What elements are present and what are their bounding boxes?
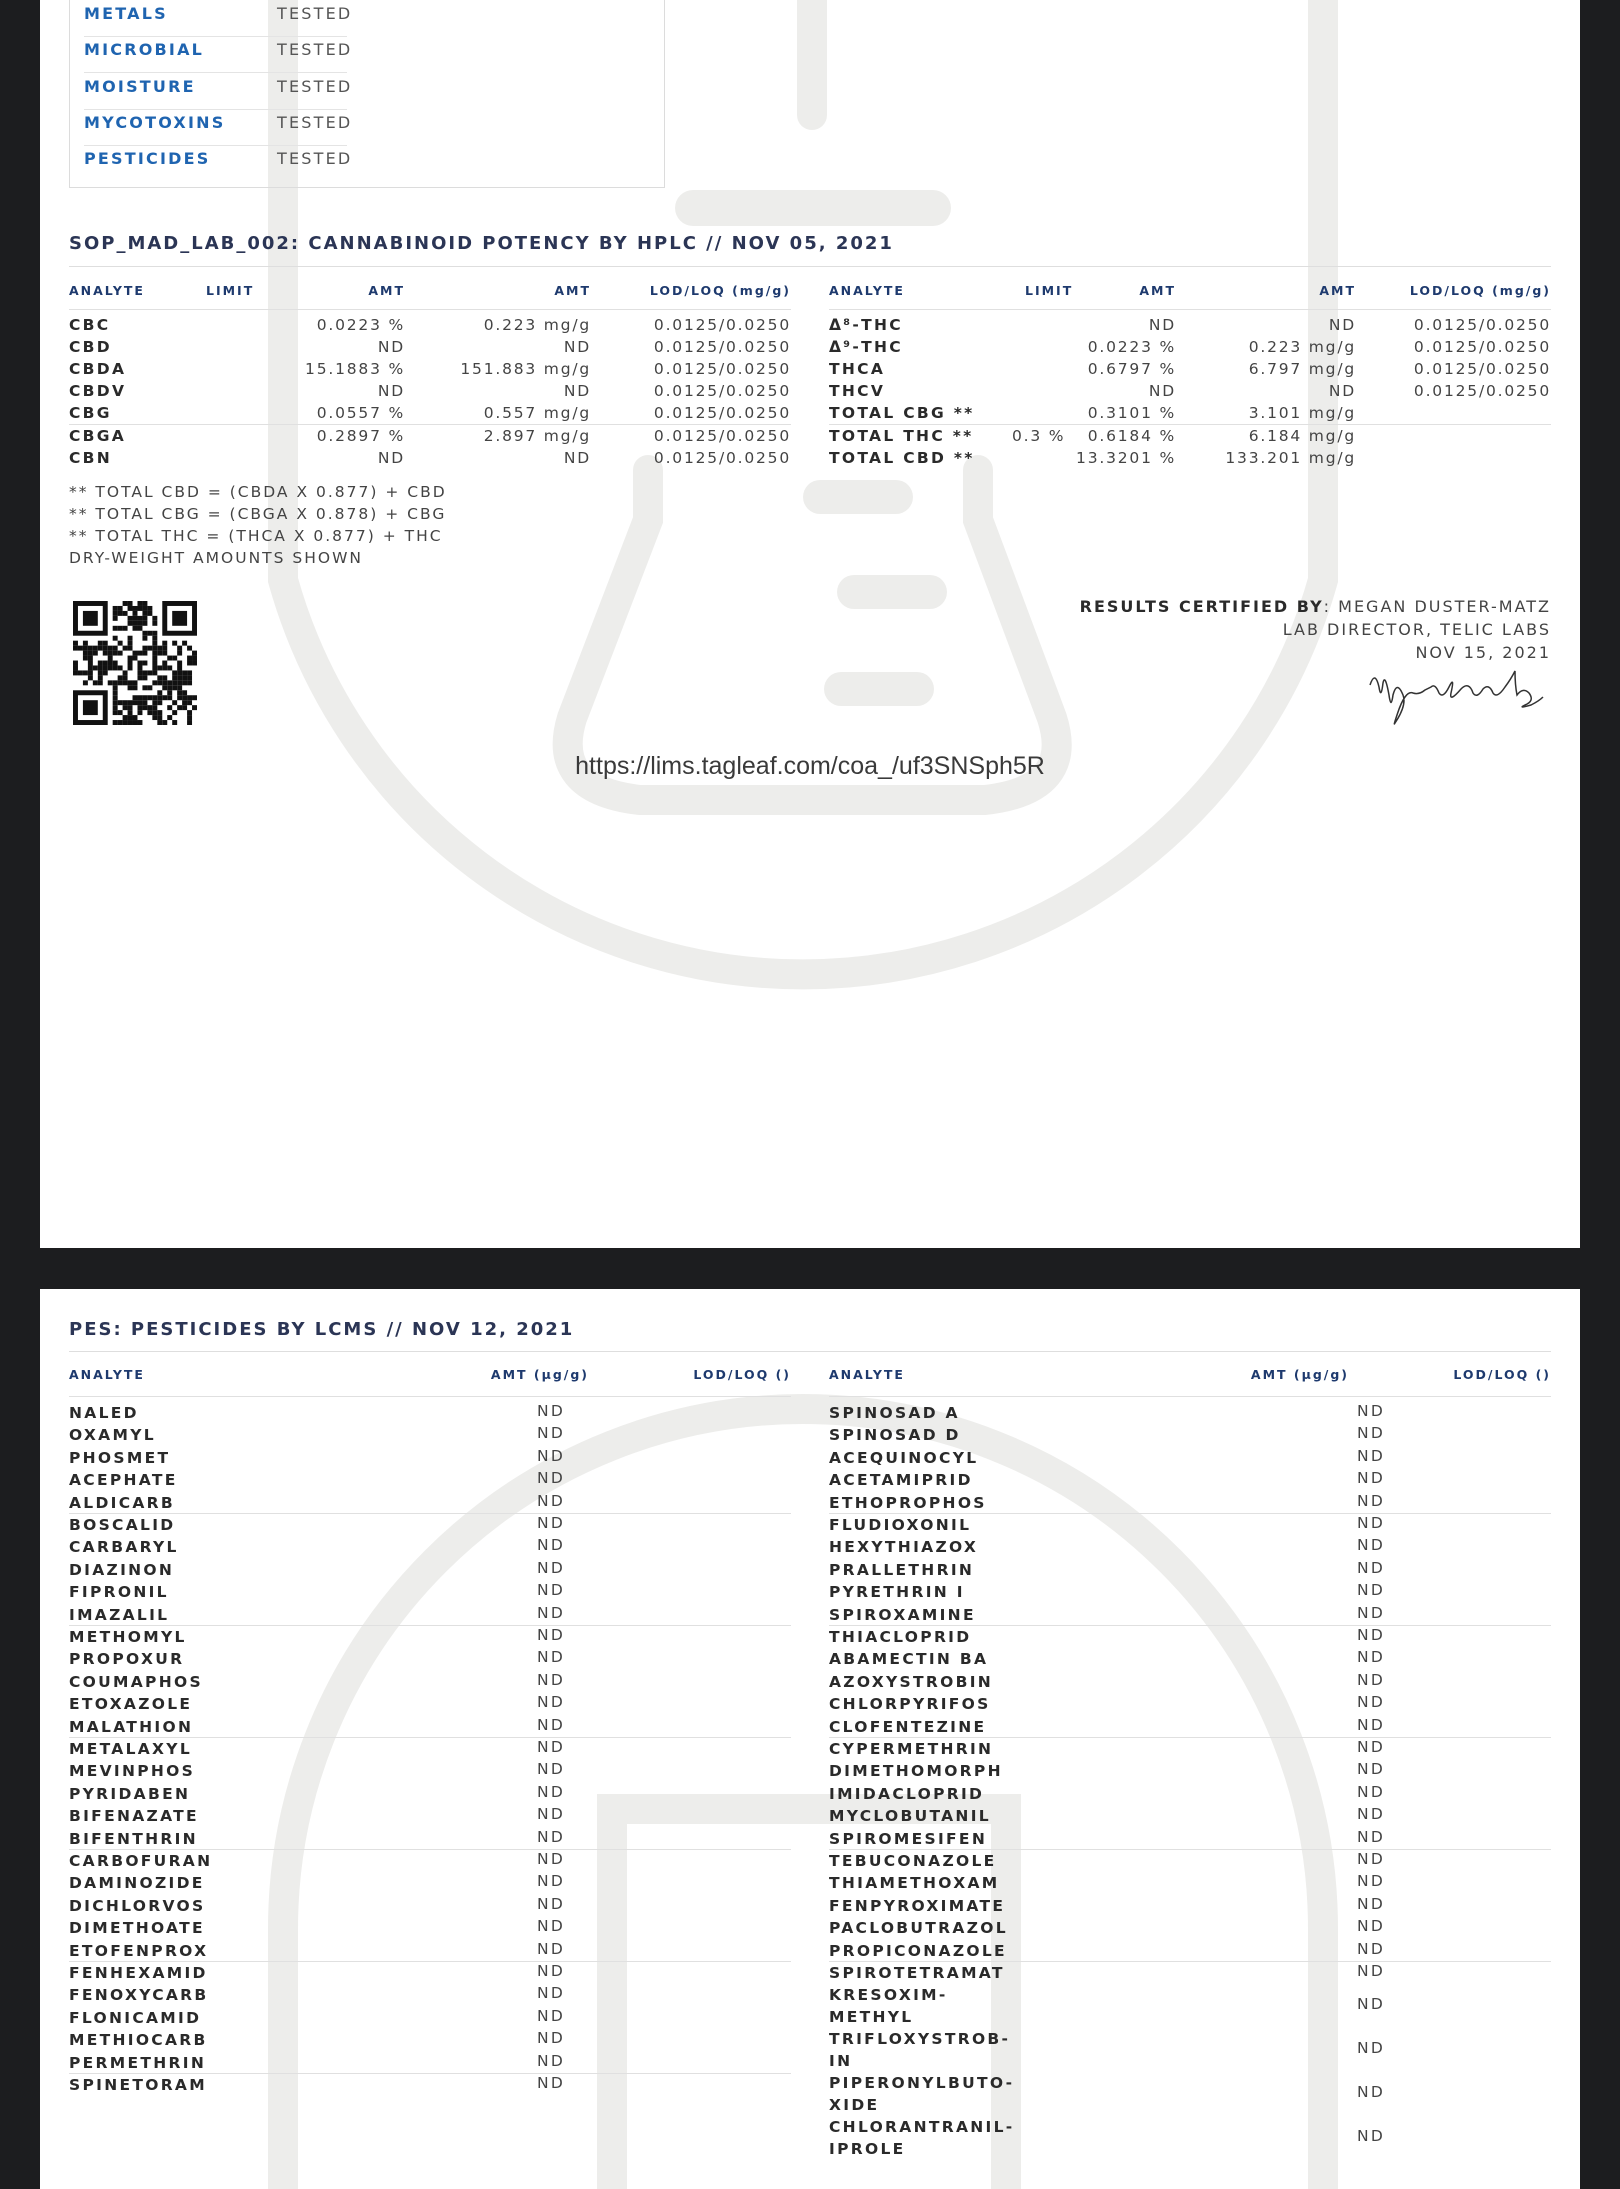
pes-amt: ND: [1357, 1446, 1386, 1465]
pes-analyte: ACEPHATE: [69, 1471, 178, 1490]
pes-amt: ND: [537, 1536, 566, 1555]
certifier-name: : MEGAN DUSTER-MATZ: [1323, 597, 1551, 616]
potency-cell-mg: 0.223 mg/g: [1248, 338, 1356, 356]
pes-amt: ND: [537, 1805, 566, 1824]
pes-analyte: HEXYTHIAZOX: [829, 1538, 979, 1557]
pes-analyte: SPINETORAM: [69, 2076, 207, 2094]
pes-header-analyte: ANALYTE: [829, 1367, 905, 1382]
pes-analyte: ETHOPROPHOS: [829, 1493, 987, 1512]
pes-amt: ND: [1357, 1603, 1386, 1622]
header-rule: [829, 1396, 1551, 1397]
pes-amt: ND: [1357, 1469, 1386, 1488]
pes-amt: ND: [1357, 1558, 1386, 1577]
pes-analyte: BIFENAZATE: [69, 1807, 199, 1826]
potency-cell-mg: ND: [563, 449, 591, 467]
potency-cell-mg: ND: [563, 338, 591, 356]
pes-amt: ND: [537, 1603, 566, 1622]
pes-analyte: ACETAMIPRID: [829, 1471, 973, 1490]
flask-watermark-icon: [40, 1289, 1580, 2189]
potency-header-pct: AMT: [368, 283, 405, 298]
potency-cell-lod: 0.0125/0.0250: [653, 404, 791, 422]
pes-analyte: BIFENTHRIN: [69, 1829, 198, 1848]
pes-amt: ND: [1357, 1760, 1386, 1779]
pes-amt: ND: [537, 1581, 566, 1600]
pes-analyte: PYRIDABEN: [69, 1784, 191, 1803]
pes-amt: ND: [1357, 1536, 1386, 1555]
pes-header-analyte: ANALYTE: [69, 1367, 145, 1382]
pes-amt: ND: [537, 1760, 566, 1779]
pes-analyte: SPIROXAMINE: [829, 1605, 976, 1624]
potency-note: ** TOTAL CBG = (CBGA X 0.878) + CBG: [69, 505, 447, 523]
tested-status: TESTED: [277, 76, 353, 96]
potency-cell-lod: 0.0125/0.0250: [653, 382, 791, 400]
pes-analyte: IMAZALIL: [69, 1605, 170, 1624]
pes-analyte: AZOXYSTROBIN: [829, 1672, 994, 1691]
report-page-1: [40, 0, 1580, 1248]
pes-analyte: SPINOSAD D: [829, 1426, 961, 1445]
potency-cell-analyte: CBD: [69, 338, 112, 356]
pes-amt: ND: [537, 1939, 566, 1958]
pes-analyte: MYCLOBUTANIL: [829, 1807, 991, 1826]
pes-analyte: TEBUCONAZOLE: [829, 1852, 997, 1870]
tested-name: METALS: [84, 4, 168, 23]
potency-cell-pct: 0.0223 %: [316, 316, 405, 334]
tested-status: TESTED: [277, 40, 353, 60]
potency-cell-mg: 0.223 mg/g: [483, 316, 591, 334]
pes-analyte: KRESOXIM- METHYL: [829, 1986, 948, 2027]
potency-header-limit: LIMIT: [206, 283, 255, 298]
potency-header-limit: LIMIT: [1025, 283, 1074, 298]
potency-cell-pct: 0.6797 %: [1087, 360, 1176, 378]
pes-amt: ND: [537, 1984, 566, 2003]
pes-amt: ND: [1357, 1805, 1386, 1824]
potency-cell-pct: ND: [377, 449, 405, 467]
pes-analyte: TRIFLOXYSTROB- IN: [829, 2030, 1011, 2071]
pes-analyte: CHLORPYRIFOS: [829, 1695, 991, 1714]
pes-analyte: COUMAPHOS: [69, 1672, 203, 1691]
pes-amt: ND: [537, 1917, 566, 1936]
pes-amt: ND: [1357, 1962, 1386, 1980]
pesticides-section-title: PES: PESTICIDES BY LCMS // NOV 12, 2021: [69, 1319, 575, 1340]
section-divider: [69, 266, 1551, 267]
tested-status: TESTED: [277, 4, 353, 23]
tested-name: MYCOTOXINS: [84, 112, 226, 132]
potency-cell-analyte: THCV: [829, 382, 886, 400]
potency-cell-analyte: TOTAL THC **: [829, 427, 974, 445]
potency-header-pct: AMT: [1139, 283, 1176, 298]
pes-analyte: IMIDACLOPRID: [829, 1784, 985, 1803]
pes-amt: ND: [537, 1782, 566, 1801]
pes-amt: ND: [537, 1424, 566, 1443]
report-url-link[interactable]: https://lims.tagleaf.com/coa_/uf3SNSph5R: [575, 752, 1045, 780]
pes-analyte: CLOFENTEZINE: [829, 1717, 987, 1736]
pes-amt: ND: [1357, 1514, 1386, 1532]
pes-amt: ND: [1357, 1827, 1386, 1846]
potency-cell-lod: 0.0125/0.0250: [653, 449, 791, 467]
tested-row: [84, 73, 353, 110]
potency-cell-pct: ND: [1148, 316, 1176, 334]
report-page-2: [40, 1289, 1580, 2189]
potency-cell-analyte: TOTAL CBG **: [829, 404, 975, 422]
pes-analyte: SPIROTETRAMAT: [829, 1964, 1005, 1982]
potency-cell-analyte: CBGA: [69, 427, 127, 445]
pes-amt: ND: [1357, 1491, 1386, 1510]
pes-analyte: DIAZINON: [69, 1560, 175, 1579]
pes-amt: ND: [537, 1514, 566, 1532]
pes-analyte: OXAMYL: [69, 1426, 156, 1445]
pes-analyte: THIACLOPRID: [829, 1628, 972, 1646]
tested-panel: [69, 0, 665, 188]
pes-amt: ND: [537, 1850, 566, 1868]
pes-amt: ND: [537, 1648, 566, 1667]
pes-amt: ND: [1357, 1693, 1386, 1712]
potency-section-title: SOP_MAD_LAB_002: CANNABINOID POTENCY BY HPLC // NOV 05, 2021: [69, 233, 894, 254]
certified-by: [1080, 597, 1551, 616]
pes-header-lodloq: LOD/LOQ (): [693, 1367, 791, 1382]
certified-by-label: RESULTS CERTIFIED BY: [1079, 597, 1324, 616]
potency-cell-mg: ND: [563, 382, 591, 400]
pes-amt: ND: [1357, 1402, 1386, 1420]
tested-name: PESTICIDES: [84, 149, 211, 169]
pes-analyte: CHLORANTRANIL- IPROLE: [829, 2118, 1015, 2159]
potency-header-lod: LOD/LOQ (mg/g): [649, 283, 791, 298]
group-rule: [829, 424, 1551, 425]
pes-analyte: FIPRONIL: [69, 1583, 169, 1602]
pes-amt: ND: [1357, 1738, 1386, 1756]
pes-analyte: FLUDIOXONIL: [829, 1516, 972, 1534]
tested-row: [84, 145, 353, 181]
tested-row: [84, 0, 353, 37]
pes-amt: ND: [1357, 1995, 1386, 2014]
header-rule: [69, 309, 791, 310]
pes-amt: ND: [537, 1693, 566, 1712]
potency-cell-lod: 0.0125/0.0250: [653, 338, 791, 356]
tested-row: [84, 36, 353, 73]
pes-amt: ND: [537, 1670, 566, 1689]
potency-cell-lod: 0.0125/0.0250: [1413, 382, 1551, 400]
pes-amt: ND: [537, 1738, 566, 1756]
potency-cell-analyte: CBN: [69, 449, 113, 467]
pes-amt: ND: [1357, 1626, 1386, 1644]
potency-cell-pct: 0.6184 %: [1087, 427, 1176, 445]
potency-cell-mg: 2.897 mg/g: [483, 427, 591, 445]
group-rule: [69, 1513, 791, 1514]
pes-header-lodloq: LOD/LOQ (): [1453, 1367, 1551, 1382]
pes-amt: ND: [1357, 1917, 1386, 1936]
potency-cell-pct: 13.3201 %: [1076, 449, 1176, 467]
pes-amt: ND: [1357, 1850, 1386, 1868]
pes-analyte: PACLOBUTRAZOL: [829, 1919, 1008, 1938]
pes-amt: ND: [1357, 2039, 1386, 2058]
potency-cell-mg: 3.101 mg/g: [1248, 404, 1356, 422]
potency-header-mg: AMT: [1319, 283, 1356, 298]
potency-cell-lod: 0.0125/0.0250: [1413, 338, 1551, 356]
potency-cell-pct: 15.1883 %: [305, 360, 405, 378]
pes-analyte: ETOXAZOLE: [69, 1695, 193, 1714]
pes-amt: ND: [537, 1491, 566, 1510]
pes-analyte: ETOFENPROX: [69, 1941, 209, 1960]
potency-cell-analyte: THCA: [829, 360, 886, 378]
potency-header-analyte: ANALYTE: [69, 283, 145, 298]
pes-amt: ND: [537, 1626, 566, 1644]
pes-amt: ND: [537, 2029, 566, 2048]
pes-amt: ND: [537, 1446, 566, 1465]
pes-amt: ND: [537, 1715, 566, 1734]
potency-cell-mg: 6.184 mg/g: [1248, 427, 1356, 445]
pes-amt: ND: [537, 1894, 566, 1913]
pes-analyte: PROPOXUR: [69, 1650, 185, 1669]
pes-analyte: DAMINOZIDE: [69, 1874, 205, 1893]
pes-analyte: DIMETHOMORPH: [829, 1762, 1003, 1781]
pes-analyte: MALATHION: [69, 1717, 194, 1736]
header-rule: [69, 1396, 791, 1397]
pes-analyte: CYPERMETHRIN: [829, 1740, 994, 1758]
potency-cell-pct: ND: [377, 338, 405, 356]
potency-cell-mg: ND: [1328, 316, 1356, 334]
potency-note: ** TOTAL CBD = (CBDA X 0.877) + CBD: [69, 483, 447, 501]
potency-cell-analyte: TOTAL CBD **: [829, 449, 975, 467]
potency-cell-analyte: CBG: [69, 404, 112, 422]
pes-analyte: PRALLETHRIN: [829, 1560, 975, 1579]
pes-amt: ND: [537, 1872, 566, 1891]
pes-amt: ND: [537, 1558, 566, 1577]
pes-analyte: BOSCALID: [69, 1516, 176, 1534]
pes-amt: ND: [537, 1402, 566, 1420]
potency-header-lod: LOD/LOQ (mg/g): [1409, 283, 1551, 298]
pes-amt: ND: [537, 2051, 566, 2070]
potency-cell-mg: 151.883 mg/g: [460, 360, 591, 378]
certifier-role: LAB DIRECTOR, TELIC LABS: [1282, 620, 1551, 639]
section-divider: [69, 1351, 1551, 1352]
tested-status: TESTED: [277, 149, 353, 169]
pes-analyte: MEVINPHOS: [69, 1762, 196, 1781]
pes-analyte: PHOSMET: [69, 1448, 171, 1467]
potency-header-mg: AMT: [554, 283, 591, 298]
pes-analyte: NALED: [69, 1404, 139, 1422]
pes-amt: ND: [1357, 1424, 1386, 1443]
group-rule: [69, 424, 791, 425]
signature-icon: [1365, 665, 1545, 730]
pes-amt: ND: [537, 2006, 566, 2025]
potency-cell-mg: 0.557 mg/g: [483, 404, 591, 422]
pes-amt: ND: [1357, 1648, 1386, 1667]
pes-amt: ND: [537, 1962, 566, 1980]
potency-cell-analyte: CBDV: [69, 382, 127, 400]
pes-analyte: PERMETHRIN: [69, 2053, 207, 2072]
header-rule: [829, 309, 1551, 310]
potency-cell-pct: 0.0557 %: [316, 404, 405, 422]
potency-cell-pct: 0.0223 %: [1087, 338, 1176, 356]
qr-code-icon[interactable]: [73, 601, 197, 725]
pes-analyte: DICHLORVOS: [69, 1896, 206, 1915]
pes-amt: ND: [1357, 1872, 1386, 1891]
potency-cell-analyte: CBDA: [69, 360, 127, 378]
potency-cell-pct: 0.2897 %: [316, 427, 405, 445]
potency-cell-lod: 0.0125/0.0250: [653, 360, 791, 378]
potency-cell-mg: ND: [1328, 382, 1356, 400]
pes-analyte: PIPERONYLBUTO- XIDE: [829, 2074, 1015, 2115]
potency-cell-pct: 0.3101 %: [1087, 404, 1176, 422]
potency-cell-lod: 0.0125/0.0250: [653, 427, 791, 445]
pes-analyte: PROPICONAZOLE: [829, 1941, 1007, 1960]
potency-cell-analyte: CBC: [69, 316, 111, 334]
pes-amt: ND: [1357, 1715, 1386, 1734]
pes-amt: ND: [537, 1469, 566, 1488]
pes-analyte: ABAMECTIN BA: [829, 1650, 989, 1669]
pes-header-amt: AMT (μg/g): [1250, 1367, 1349, 1382]
pes-analyte: METHIOCARB: [69, 2031, 208, 2050]
pes-amt: ND: [537, 2074, 566, 2092]
potency-cell-analyte: Δ⁸-THC: [829, 316, 903, 334]
potency-cell-lod: 0.0125/0.0250: [1413, 360, 1551, 378]
pes-analyte: ALDICARB: [69, 1493, 176, 1512]
certification-date: NOV 15, 2021: [1415, 643, 1551, 662]
pes-amt: ND: [537, 1827, 566, 1846]
pes-analyte: THIAMETHOXAM: [829, 1874, 1000, 1893]
potency-cell-mg: 133.201 mg/g: [1225, 449, 1356, 467]
pes-amt: ND: [1357, 2127, 1386, 2146]
pes-analyte: SPIROMESIFEN: [829, 1829, 988, 1848]
pes-amt: ND: [1357, 1894, 1386, 1913]
pes-analyte: SPINOSAD A: [829, 1404, 960, 1422]
pes-analyte: CARBARYL: [69, 1538, 179, 1557]
tested-status: TESTED: [277, 112, 353, 132]
potency-cell-mg: 6.797 mg/g: [1248, 360, 1356, 378]
pes-amt: ND: [1357, 1939, 1386, 1958]
pes-analyte: FENHEXAMID: [69, 1964, 208, 1982]
pes-analyte: FLONICAMID: [69, 2008, 202, 2027]
pes-amt: ND: [1357, 1581, 1386, 1600]
potency-cell-lod: 0.0125/0.0250: [1413, 316, 1551, 334]
pes-analyte: FENPYROXIMATE: [829, 1896, 1006, 1915]
pes-header-amt: AMT (μg/g): [490, 1367, 589, 1382]
potency-header-analyte: ANALYTE: [829, 283, 905, 298]
potency-note: DRY-WEIGHT AMOUNTS SHOWN: [69, 549, 364, 567]
potency-cell-analyte: Δ⁹-THC: [829, 338, 903, 356]
pes-amt: ND: [1357, 1670, 1386, 1689]
potency-note: ** TOTAL THC = (THCA X 0.877) + THC: [69, 527, 443, 545]
potency-cell-lod: 0.0125/0.0250: [653, 316, 791, 334]
pes-analyte: FENOXYCARB: [69, 1986, 209, 2005]
pes-analyte: PYRETHRIN I: [829, 1583, 965, 1602]
pes-analyte: METALAXYL: [69, 1740, 193, 1758]
tested-name: MICROBIAL: [84, 40, 205, 60]
pes-analyte: ACEQUINOCYL: [829, 1448, 979, 1467]
tested-name: MOISTURE: [84, 76, 196, 96]
pes-analyte: CARBOFURAN: [69, 1852, 213, 1870]
potency-cell-pct: ND: [1148, 382, 1176, 400]
potency-cell-pct: ND: [377, 382, 405, 400]
pes-analyte: DIMETHOATE: [69, 1919, 205, 1938]
pes-amt: ND: [1357, 2083, 1386, 2102]
pes-amt: ND: [1357, 1782, 1386, 1801]
pes-analyte: METHOMYL: [69, 1628, 187, 1646]
potency-cell-limit: 0.3 %: [1012, 427, 1066, 445]
tested-row: [84, 109, 353, 146]
